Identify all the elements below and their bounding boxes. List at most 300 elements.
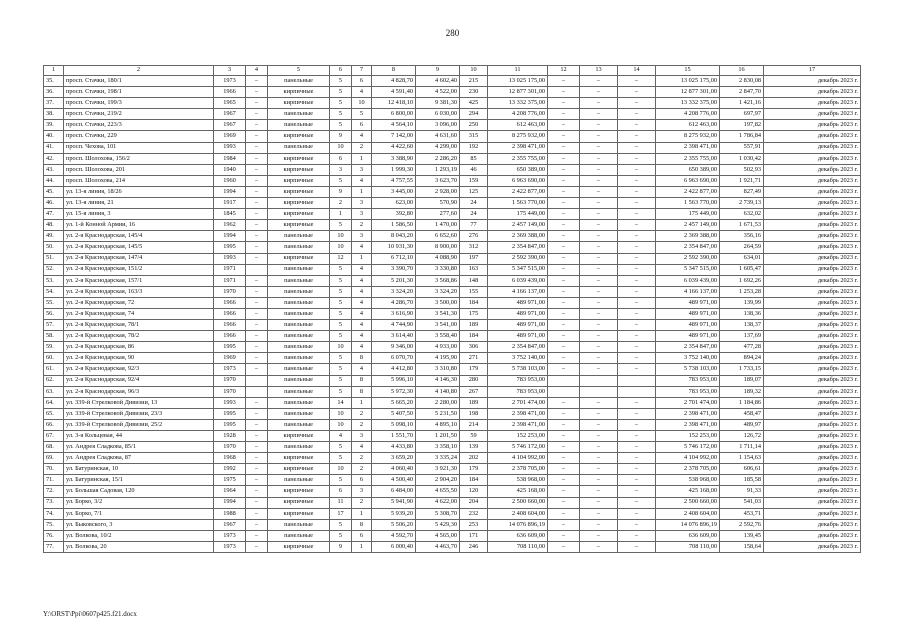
table-cell: 502,93 bbox=[720, 164, 764, 175]
table-cell: – bbox=[548, 431, 580, 442]
table-cell: – bbox=[548, 308, 580, 319]
table-cell: 264,59 bbox=[720, 242, 764, 253]
table-cell: 3 752 140,00 bbox=[488, 353, 548, 364]
table-cell: – bbox=[548, 242, 580, 253]
table-cell: панельные bbox=[268, 397, 330, 408]
table-cell: 9 bbox=[330, 186, 352, 197]
table-cell: 17 bbox=[330, 508, 352, 519]
table-cell: – bbox=[580, 142, 618, 153]
table-cell: 1993 bbox=[214, 397, 246, 408]
table-cell: 48. bbox=[44, 220, 64, 231]
table-cell: – bbox=[618, 308, 656, 319]
table-cell: – bbox=[246, 464, 268, 475]
table-cell: – bbox=[548, 76, 580, 87]
table-cell: 4 602,40 bbox=[416, 76, 460, 87]
table-cell: 4 757,55 bbox=[372, 175, 416, 186]
table-cell: 4 591,40 bbox=[372, 87, 416, 98]
table-cell: 2 701 474,00 bbox=[656, 397, 720, 408]
table-cell: 39. bbox=[44, 120, 64, 131]
table-cell: 9 bbox=[330, 131, 352, 142]
table-row bbox=[44, 98, 861, 109]
table-cell: 8 275 932,00 bbox=[656, 131, 720, 142]
header-cell: 9 bbox=[416, 66, 460, 76]
header-cell: 3 bbox=[214, 66, 246, 76]
table-cell: 783 953,00 bbox=[488, 375, 548, 386]
table-cell: 6 963 690,00 bbox=[488, 175, 548, 186]
table-cell: – bbox=[548, 153, 580, 164]
table-cell: – bbox=[246, 508, 268, 519]
table-cell: 5 506,20 bbox=[372, 519, 416, 530]
table-cell: 3 bbox=[330, 164, 352, 175]
table-cell: 4 433,80 bbox=[372, 442, 416, 453]
table-cell: кирпичные bbox=[268, 453, 330, 464]
table-cell: 570,90 bbox=[416, 198, 460, 209]
table-cell: – bbox=[548, 131, 580, 142]
table-cell: кирпичные bbox=[268, 175, 330, 186]
table-cell: 6 bbox=[330, 153, 352, 164]
table-cell: 4 bbox=[352, 364, 372, 375]
table-cell: 4 104 992,00 bbox=[488, 453, 548, 464]
table-cell: 4 828,70 bbox=[372, 76, 416, 87]
table-cell: декабрь 2023 г. bbox=[764, 419, 861, 430]
table-cell: 606,61 bbox=[720, 464, 764, 475]
table-cell: – bbox=[618, 342, 656, 353]
table-cell: панельные bbox=[268, 120, 330, 131]
table-cell: 1995 bbox=[214, 408, 246, 419]
table-cell: – bbox=[580, 308, 618, 319]
table-cell: 1 711,14 bbox=[720, 442, 764, 453]
table-cell: – bbox=[246, 453, 268, 464]
table-cell: декабрь 2023 г. bbox=[764, 109, 861, 120]
table-cell: 5 941,90 bbox=[372, 497, 416, 508]
table-cell: декабрь 2023 г. bbox=[764, 264, 861, 275]
table-cell: 7 142,00 bbox=[372, 131, 416, 142]
table-cell: – bbox=[246, 486, 268, 497]
table-row bbox=[44, 519, 861, 530]
table-cell: 4 146,30 bbox=[416, 375, 460, 386]
table-cell: 38. bbox=[44, 109, 64, 120]
table-cell: панельные bbox=[268, 408, 330, 419]
table-row bbox=[44, 253, 861, 264]
table-cell: 126,72 bbox=[720, 431, 764, 442]
table-cell: 13 332 375,00 bbox=[488, 98, 548, 109]
table-cell: 65. bbox=[44, 408, 64, 419]
table-cell: – bbox=[618, 453, 656, 464]
table-cell: 267 bbox=[460, 386, 488, 397]
table-cell: 2 422 877,00 bbox=[656, 186, 720, 197]
table-cell: 4 104 992,00 bbox=[656, 453, 720, 464]
table-cell: 5 bbox=[330, 109, 352, 120]
file-path: Y:\ORST\Ppi\0607p425.f21.docx bbox=[43, 610, 137, 618]
table-cell: – bbox=[548, 297, 580, 308]
table-cell: декабрь 2023 г. bbox=[764, 153, 861, 164]
table-cell: 489 971,00 bbox=[488, 331, 548, 342]
table-cell: – bbox=[580, 87, 618, 98]
table-cell: декабрь 2023 г. bbox=[764, 320, 861, 331]
table-row bbox=[44, 453, 861, 464]
table-cell: ул. Быковского, 3 bbox=[64, 519, 214, 530]
table-cell: 2 378 705,00 bbox=[488, 464, 548, 475]
table-cell: 453,71 bbox=[720, 508, 764, 519]
table-cell: панельные bbox=[268, 475, 330, 486]
table-cell: 85 bbox=[460, 153, 488, 164]
table-cell: 3 752 140,00 bbox=[656, 353, 720, 364]
table-cell: 175 bbox=[460, 308, 488, 319]
table-cell: 175 449,00 bbox=[656, 209, 720, 220]
table-row bbox=[44, 342, 861, 353]
table-cell: 1973 bbox=[214, 76, 246, 87]
table-cell: 6 070,70 bbox=[372, 353, 416, 364]
table-cell: – bbox=[580, 486, 618, 497]
table-row bbox=[44, 541, 861, 552]
table-cell: – bbox=[246, 475, 268, 486]
table-cell: 634,01 bbox=[720, 253, 764, 264]
table-cell: 60. bbox=[44, 353, 64, 364]
table-cell: 4 208 776,00 bbox=[488, 109, 548, 120]
table-cell: 2 286,20 bbox=[416, 153, 460, 164]
table-row bbox=[44, 264, 861, 275]
table-cell: 1 154,63 bbox=[720, 453, 764, 464]
table-cell: 4 bbox=[352, 320, 372, 331]
table-cell: 1 563 770,00 bbox=[656, 198, 720, 209]
table-cell: декабрь 2023 г. bbox=[764, 497, 861, 508]
header-cell: 10 bbox=[460, 66, 488, 76]
table-cell: 158,64 bbox=[720, 541, 764, 552]
table-cell: 5 347 515,00 bbox=[656, 264, 720, 275]
table-cell: 45. bbox=[44, 186, 64, 197]
table-cell: декабрь 2023 г. bbox=[764, 464, 861, 475]
table-cell: 2 280,00 bbox=[416, 397, 460, 408]
table-cell: – bbox=[580, 120, 618, 131]
header-cell: 16 bbox=[720, 66, 764, 76]
table-cell: 5 bbox=[330, 175, 352, 186]
table-cell: 230 bbox=[460, 87, 488, 98]
table-cell: 214 bbox=[460, 419, 488, 430]
table-cell: кирпичные bbox=[268, 508, 330, 519]
table-cell: 1970 bbox=[214, 375, 246, 386]
table-cell: 5 bbox=[330, 297, 352, 308]
table-cell: декабрь 2023 г. bbox=[764, 253, 861, 264]
table-cell: 4 412,80 bbox=[372, 364, 416, 375]
table-cell: просп. Стачки, 180/1 bbox=[64, 76, 214, 87]
table-cell: 1967 bbox=[214, 109, 246, 120]
table-cell: декабрь 2023 г. bbox=[764, 353, 861, 364]
table-cell: декабрь 2023 г. bbox=[764, 475, 861, 486]
table-cell: 312 bbox=[460, 242, 488, 253]
table-cell: ул. 2-я Краснодарская, 92/4 bbox=[64, 375, 214, 386]
table-cell: декабрь 2023 г. bbox=[764, 530, 861, 541]
table-cell: – bbox=[246, 198, 268, 209]
table-cell: 11 bbox=[330, 497, 352, 508]
table-cell: 14 076 896,19 bbox=[656, 519, 720, 530]
table-cell: декабрь 2023 г. bbox=[764, 453, 861, 464]
table-cell: декабрь 2023 г. bbox=[764, 175, 861, 186]
table-cell: 1993 bbox=[214, 142, 246, 153]
table-cell: 2 592,76 bbox=[720, 519, 764, 530]
table-cell: 179 bbox=[460, 464, 488, 475]
table-cell: 71. bbox=[44, 475, 64, 486]
table-cell: 232 bbox=[460, 508, 488, 519]
table-cell: – bbox=[618, 220, 656, 231]
table-cell: 489 971,00 bbox=[656, 297, 720, 308]
table-cell: ул. 13-я линия, 21 bbox=[64, 198, 214, 209]
table-cell: – bbox=[618, 419, 656, 430]
table-cell: 10 bbox=[330, 231, 352, 242]
table-cell: 8 bbox=[352, 375, 372, 386]
table-cell: 1 671,53 bbox=[720, 220, 764, 231]
table-cell: 3 541,30 bbox=[416, 308, 460, 319]
table-cell: декабрь 2023 г. bbox=[764, 486, 861, 497]
table-cell: 4 565,00 bbox=[416, 530, 460, 541]
table-cell: – bbox=[618, 253, 656, 264]
table-cell: кирпичные bbox=[268, 486, 330, 497]
table-cell: 2 398 471,00 bbox=[656, 408, 720, 419]
table-cell: 5 bbox=[330, 87, 352, 98]
table-cell: 66. bbox=[44, 419, 64, 430]
table-cell: – bbox=[580, 131, 618, 142]
table-cell: 5 bbox=[330, 286, 352, 297]
table-cell: 59. bbox=[44, 342, 64, 353]
table-cell: – bbox=[618, 541, 656, 552]
table-cell: 2 398 471,00 bbox=[656, 419, 720, 430]
table-cell: 1 921,71 bbox=[720, 175, 764, 186]
table-cell: 10 bbox=[352, 98, 372, 109]
table-cell: 4 522,00 bbox=[416, 87, 460, 98]
table-cell: 189 bbox=[460, 397, 488, 408]
table-cell: декабрь 2023 г. bbox=[764, 386, 861, 397]
table-cell: 3 614,40 bbox=[372, 331, 416, 342]
header-cell: 2 bbox=[64, 66, 214, 76]
table-cell: – bbox=[618, 186, 656, 197]
table-cell: 2 bbox=[352, 497, 372, 508]
table-cell: – bbox=[246, 397, 268, 408]
table-cell: 632,02 bbox=[720, 209, 764, 220]
table-cell: 49. bbox=[44, 231, 64, 242]
table-cell: 3 310,80 bbox=[416, 364, 460, 375]
table-cell: декабрь 2023 г. bbox=[764, 375, 861, 386]
table-cell: 74. bbox=[44, 508, 64, 519]
table-cell: декабрь 2023 г. bbox=[764, 397, 861, 408]
table-cell: 2 355 755,00 bbox=[488, 153, 548, 164]
table-cell: – bbox=[548, 275, 580, 286]
table-cell: 4 422,60 bbox=[372, 142, 416, 153]
table-cell: 148 bbox=[460, 275, 488, 286]
table-cell: панельные bbox=[268, 364, 330, 375]
table-cell: – bbox=[618, 98, 656, 109]
table-cell: 12 877 301,00 bbox=[656, 87, 720, 98]
table-cell: 6 bbox=[352, 475, 372, 486]
table-cell: кирпичные bbox=[268, 220, 330, 231]
table-cell: 5 bbox=[330, 386, 352, 397]
table-cell: 44. bbox=[44, 175, 64, 186]
table-cell: 6 039 439,00 bbox=[656, 275, 720, 286]
table-cell: 1966 bbox=[214, 331, 246, 342]
table-cell: 2 592 390,00 bbox=[488, 253, 548, 264]
table-cell: 3 616,90 bbox=[372, 308, 416, 319]
table-cell: – bbox=[548, 342, 580, 353]
table-cell: 63. bbox=[44, 386, 64, 397]
table-row bbox=[44, 142, 861, 153]
table-cell: 1970 bbox=[214, 442, 246, 453]
table-cell: – bbox=[618, 486, 656, 497]
table-cell: 3 324,20 bbox=[372, 286, 416, 297]
table-cell: 58. bbox=[44, 331, 64, 342]
table-cell: 1973 bbox=[214, 530, 246, 541]
table-row bbox=[44, 286, 861, 297]
table-cell: 4 088,90 bbox=[416, 253, 460, 264]
table-cell: 5 bbox=[330, 519, 352, 530]
table-cell: декабрь 2023 г. bbox=[764, 364, 861, 375]
table-cell: – bbox=[246, 142, 268, 153]
table-cell: – bbox=[548, 231, 580, 242]
table-cell: 557,91 bbox=[720, 142, 764, 153]
table-cell: 636 609,00 bbox=[488, 530, 548, 541]
table-cell: 1 293,19 bbox=[416, 164, 460, 175]
table-cell: – bbox=[548, 408, 580, 419]
table-cell: 137,69 bbox=[720, 331, 764, 342]
table-cell: – bbox=[618, 164, 656, 175]
table-cell bbox=[580, 375, 618, 386]
table-cell: 8 275 932,00 bbox=[488, 131, 548, 142]
table-cell: – bbox=[548, 98, 580, 109]
table-cell: 783 953,00 bbox=[488, 386, 548, 397]
table-cell: панельные bbox=[268, 264, 330, 275]
table-cell: кирпичные bbox=[268, 186, 330, 197]
table-row bbox=[44, 242, 861, 253]
table-cell: 489 971,00 bbox=[488, 297, 548, 308]
table-cell: 636 609,00 bbox=[656, 530, 720, 541]
table-cell: 4 500,40 bbox=[372, 475, 416, 486]
table-cell: 2 369 388,00 bbox=[656, 231, 720, 242]
table-cell: 1960 bbox=[214, 175, 246, 186]
table-cell: 612 463,00 bbox=[656, 120, 720, 131]
table-cell: – bbox=[618, 464, 656, 475]
table-cell: панельные bbox=[268, 275, 330, 286]
table-cell: кирпичные bbox=[268, 497, 330, 508]
table-cell: 2 354 847,00 bbox=[656, 342, 720, 353]
table-cell: 179 bbox=[460, 364, 488, 375]
table-cell: – bbox=[246, 120, 268, 131]
table-cell: – bbox=[618, 153, 656, 164]
table-cell: 392,80 bbox=[372, 209, 416, 220]
table-cell: декабрь 2023 г. bbox=[764, 220, 861, 231]
table-cell: – bbox=[580, 175, 618, 186]
table-cell: 5 bbox=[330, 220, 352, 231]
table-cell: – bbox=[548, 164, 580, 175]
table-cell: – bbox=[548, 186, 580, 197]
table-cell: – bbox=[246, 209, 268, 220]
table-cell: – bbox=[618, 497, 656, 508]
table-cell: 1 201,50 bbox=[416, 431, 460, 442]
table-cell: просп. Чехова, 101 bbox=[64, 142, 214, 153]
table-cell: 1969 bbox=[214, 131, 246, 142]
table-cell: – bbox=[246, 231, 268, 242]
table-row bbox=[44, 76, 861, 87]
table-row bbox=[44, 353, 861, 364]
table-cell: – bbox=[618, 397, 656, 408]
table-cell: – bbox=[246, 175, 268, 186]
table-cell: 12 bbox=[330, 253, 352, 264]
table-cell: – bbox=[548, 497, 580, 508]
table-cell: 2 398 471,00 bbox=[488, 419, 548, 430]
table-cell: панельные bbox=[268, 308, 330, 319]
table-cell: 4 bbox=[352, 175, 372, 186]
table-cell: 1940 bbox=[214, 164, 246, 175]
table-cell: – bbox=[548, 353, 580, 364]
table-cell: 10 931,30 bbox=[372, 242, 416, 253]
table-cell: 53. bbox=[44, 275, 64, 286]
table-cell: ул. Андрея Сладкова, 85/1 bbox=[64, 442, 214, 453]
table-cell: – bbox=[548, 220, 580, 231]
table-cell: 4 bbox=[352, 342, 372, 353]
table-cell: 9 bbox=[330, 541, 352, 552]
table-cell: 612 463,00 bbox=[488, 120, 548, 131]
table-cell: просп. Шолохова, 214 bbox=[64, 175, 214, 186]
table-cell: 3 bbox=[352, 486, 372, 497]
table-cell: 1973 bbox=[214, 541, 246, 552]
table-cell: 4 bbox=[352, 275, 372, 286]
table-row bbox=[44, 508, 861, 519]
table-cell: – bbox=[618, 364, 656, 375]
table-cell: 1 470,00 bbox=[416, 220, 460, 231]
table-cell: 538 968,00 bbox=[488, 475, 548, 486]
housing-register-table bbox=[43, 65, 861, 553]
table-cell: – bbox=[618, 109, 656, 120]
table-cell: 3 bbox=[352, 198, 372, 209]
table-cell: – bbox=[548, 142, 580, 153]
table-cell: 41. bbox=[44, 142, 64, 153]
table-cell: 1928 bbox=[214, 431, 246, 442]
table-cell: 2 398 471,00 bbox=[488, 142, 548, 153]
table-cell: 3 390,70 bbox=[372, 264, 416, 275]
table-cell: ул. Борко, 3/2 bbox=[64, 497, 214, 508]
table-row bbox=[44, 530, 861, 541]
table-cell: 5 bbox=[352, 109, 372, 120]
table-cell: – bbox=[580, 464, 618, 475]
table-cell: 1968 bbox=[214, 453, 246, 464]
table-cell: 64. bbox=[44, 397, 64, 408]
table-cell: – bbox=[580, 253, 618, 264]
table-cell: панельные bbox=[268, 353, 330, 364]
table-cell: 2 bbox=[352, 464, 372, 475]
table-row bbox=[44, 153, 861, 164]
table-cell: 8 043,20 bbox=[372, 231, 416, 242]
table-cell: – bbox=[580, 497, 618, 508]
table-cell bbox=[548, 386, 580, 397]
table-cell: – bbox=[618, 231, 656, 242]
table-cell: 3 bbox=[352, 164, 372, 175]
table-cell: 6 030,00 bbox=[416, 109, 460, 120]
table-cell bbox=[618, 375, 656, 386]
table-cell: декабрь 2023 г. bbox=[764, 131, 861, 142]
table-cell: – bbox=[580, 275, 618, 286]
table-cell: – bbox=[618, 353, 656, 364]
table-cell: 1845 bbox=[214, 209, 246, 220]
table-cell: 139 bbox=[460, 442, 488, 453]
table-cell: – bbox=[548, 109, 580, 120]
table-cell: – bbox=[580, 98, 618, 109]
table-cell: 42. bbox=[44, 153, 64, 164]
table-cell: ул. 2-я Краснодарская, 72 bbox=[64, 297, 214, 308]
table-cell: 425 168,00 bbox=[488, 486, 548, 497]
table-cell: 5 746 172,00 bbox=[488, 442, 548, 453]
table-cell: – bbox=[548, 87, 580, 98]
table-cell: 246 bbox=[460, 541, 488, 552]
table-cell: – bbox=[548, 209, 580, 220]
table-cell: 10 bbox=[330, 242, 352, 253]
table-row bbox=[44, 297, 861, 308]
table-cell: 5 bbox=[330, 308, 352, 319]
